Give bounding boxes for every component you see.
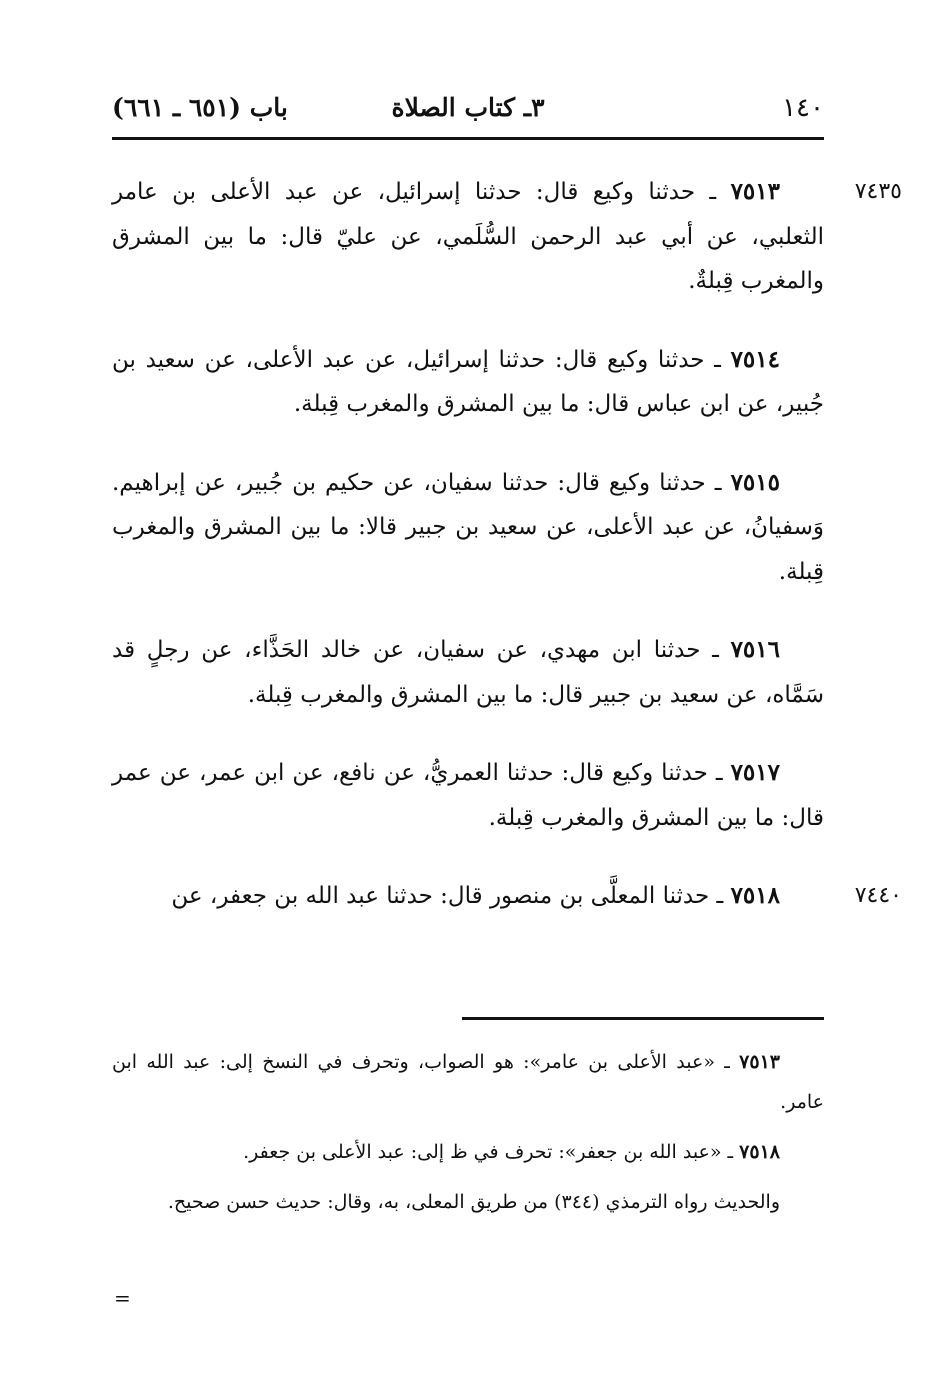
footnote-number: ٧٥١٨ [739,1141,780,1163]
book-title: ٣ـ كتاب الصلاة [391,93,545,122]
margin-number: ٧٤٤٠ [854,883,902,908]
hadith-paragraph [112,628,824,717]
hadith-number: ٧٥١٦ [730,636,780,663]
footnote-number: ٧٥١٣ [739,1051,780,1073]
hadith-number: ٧٥١٧ [730,759,780,786]
hadith-number: ٧٥١٨ [730,882,780,909]
hadith-text: ـ حدثنا ابن مهدي، عن سفيان، عن خالد الحَذَّاء، عن رجلٍ قد سَمَّاه، عن سعيد بن جبير قال: ما بين المشرق والمغرب قِبلة. [112,637,824,708]
footnote [112,1132,824,1172]
footnote-text: ـ «عبد الله بن جعفر»: تحرف في ظ إلى: عبد الأعلى بن جعفر. [243,1141,734,1163]
hadith-paragraph [112,170,902,304]
footnote-text: والحديث رواه الترمذي (٣٤٤) من طريق المعلى، به، وقال: حديث حسن صحيح. [167,1191,780,1213]
hadith-number: ٧٥١٣ [730,178,780,205]
footnote [112,1182,824,1222]
hadith-number: ٧٥١٥ [730,468,780,496]
footnotes [112,1042,824,1232]
hadith-paragraph [112,751,824,840]
main-text [112,170,902,953]
hadith-paragraph [112,338,824,427]
margin-number: ٧٤٣٥ [854,179,902,204]
hadith-text: ـ حدثنا وكيع قال: حدثنا العمريُّ، عن نافع، عن ابن عمر، عن عمر قال: ما بين المشرق والمغرب قِبلة. [112,760,824,831]
hadith-text: ـ حدثنا المعلَّى بن منصور قال: حدثنا عبد الله بن جعفر، عن [171,883,724,909]
footnote [112,1042,824,1122]
page-number: ١٤٠ [782,93,824,123]
page-header [112,88,824,128]
footnote-text: ـ «عبد الأعلى بن عامر»: هو الصواب، وتحرف في النسخ إلى: عبد الله ابن عامر. [112,1051,824,1113]
hadith-text: ـ حدثنا وكيع قال: حدثنا إسرائيل، عن عبد الأعلى بن عامر الثعلبي، عن أبي عبد الرحمن السُّلَمي، عن عليّ قال: ما بين المشرق والمغرب قِبلةٌ. [112,179,824,294]
hadith-number: ٧٥١٤ [730,345,780,373]
header-rule [112,137,824,140]
hadith-paragraph [112,461,824,595]
hadith-text: ـ حدثنا وكيع قال: حدثنا إسرائيل، عن عبد الأعلى، عن سعيد بن جُبير، عن ابن عباس قال: ما بين المشرق والمغرب قِبلة. [112,346,824,417]
footnote-rule [462,1017,824,1020]
hadith-text: ـ حدثنا وكيع قال: حدثنا سفيان، عن حكيم بن جُبير، عن إبراهيم. وَسفيانُ، عن عبد الأعلى، عن سعيد بن جبير قالا: ما بين المشرق والمغرب قِبلة. [112,469,824,585]
hadith-paragraph [112,874,902,919]
continuation-mark: = [114,1286,131,1310]
chapter-range: باب (٦٥١ ـ ٦٦١) [112,93,288,122]
